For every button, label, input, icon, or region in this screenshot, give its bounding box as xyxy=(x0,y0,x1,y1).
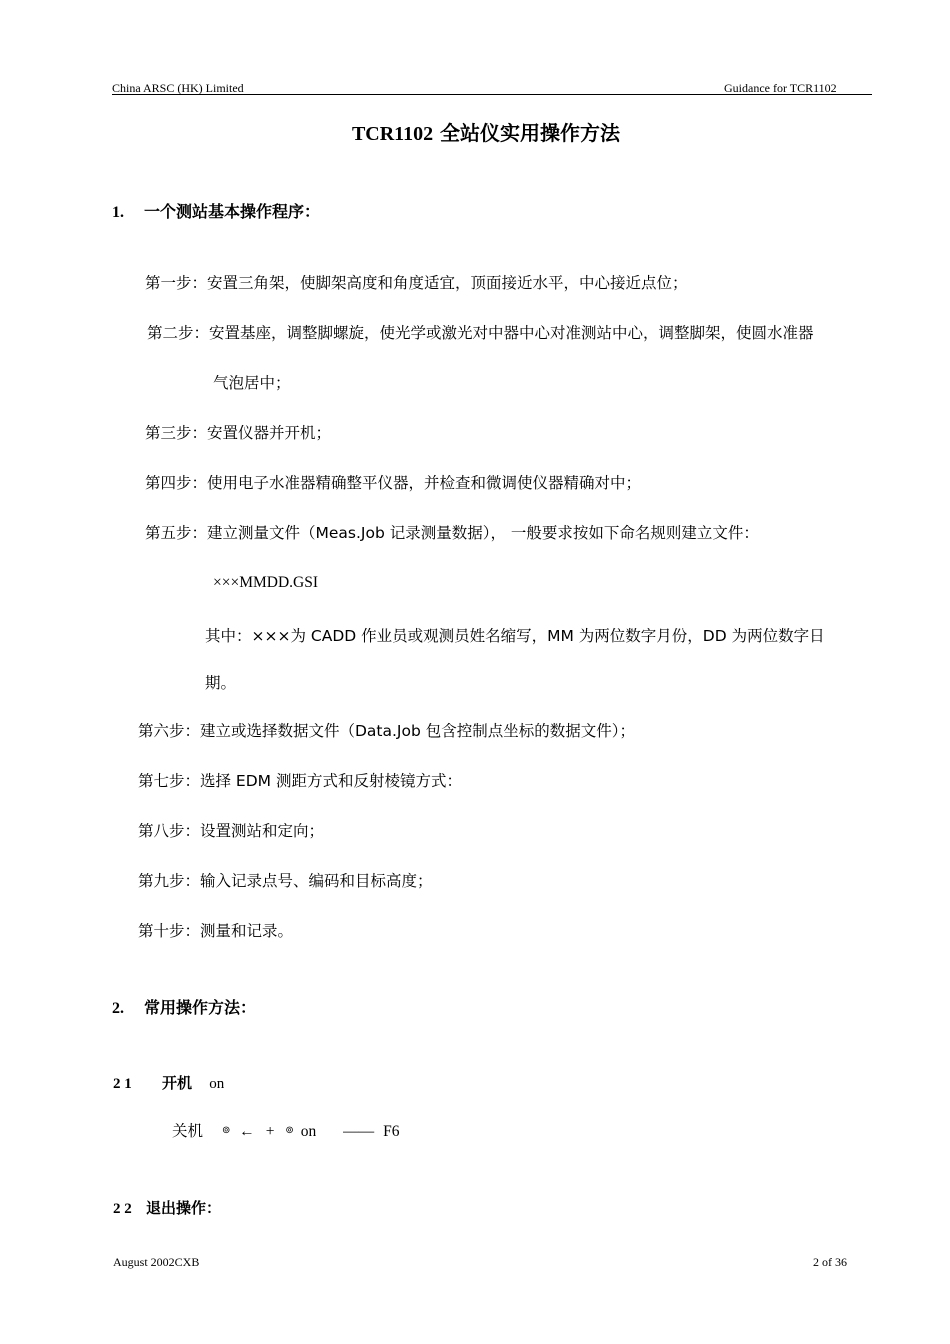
file-naming-pattern: ×××MMDD.GSI xyxy=(213,574,319,591)
step-8: 第八步：设置测站和定向； xyxy=(138,822,325,840)
title-text: 全站仪实用操作方法 xyxy=(440,121,621,145)
off-on-key: on xyxy=(300,1123,317,1140)
sub21-number: 2 1 xyxy=(113,1076,132,1092)
sub21-heading xyxy=(113,1072,224,1093)
naming-note: 其中：×××为 CADD 作业员或观测员姓名缩写，MM 为两位数字月份，DD 为两位数字日 xyxy=(205,627,825,645)
page-number: 2 of 36 xyxy=(813,1255,847,1269)
section2-number: 2. xyxy=(112,1000,124,1017)
step-9: 第九步：输入记录点号、编码和目标高度； xyxy=(138,872,433,890)
step-3: 第三步：安置仪器并开机； xyxy=(145,424,332,442)
section2-title: 常用操作方法： xyxy=(144,998,257,1017)
title-model: TCR1102 xyxy=(351,123,434,145)
sub22-title: 退出操作： xyxy=(146,1199,222,1217)
power-off-label: 关机 xyxy=(172,1122,204,1140)
step-7: 第七步：选择 EDM 测距方式和反射棱镜方式： xyxy=(138,772,462,790)
plus-sign: + xyxy=(265,1123,275,1140)
step-4: 第四步：使用电子水准器精确整平仪器，并检查和微调使仪器精确对中； xyxy=(145,474,642,492)
header-company: China ARSC (HK) Limited xyxy=(112,81,244,95)
header-guide-title: Guidance for TCR1102 xyxy=(724,81,837,95)
section1-number: 1. xyxy=(112,204,124,221)
step-10: 第十步：测量和记录。 xyxy=(138,922,294,940)
off-symbol-2: ⊚ xyxy=(285,1125,294,1136)
footer-date: August 2002CXB xyxy=(113,1255,200,1269)
f6-key: F6 xyxy=(383,1123,400,1140)
naming-note-cont: 期。 xyxy=(205,674,237,692)
step-5: 第五步：建立测量文件（Meas.Job 记录测量数据）， 一般要求按如下命名规则建立文件： xyxy=(145,524,759,542)
dash: —— xyxy=(343,1123,375,1140)
step-2: 第二步：安置基座，调整脚螺旋，使光学或激光对中器中心对准测站中心，调整脚架，使圆水准器 xyxy=(147,324,814,342)
step-1: 第一步：安置三角架，使脚架高度和角度适宜，顶面接近水平，中心接近点位； xyxy=(145,274,688,292)
off-symbol-1: ⊚ xyxy=(221,1125,231,1136)
section1-title: 一个测站基本操作程序： xyxy=(144,202,321,221)
sub21-title: 开机 xyxy=(162,1074,193,1092)
power-off-line xyxy=(172,1119,399,1141)
header-rule xyxy=(112,94,872,95)
sub21-on-key: on xyxy=(209,1076,225,1092)
sub22-number: 2 2 xyxy=(113,1201,132,1217)
section1-heading xyxy=(112,199,320,222)
sub22-heading xyxy=(113,1197,221,1218)
step-6: 第六步：建立或选择数据文件（Data.Job 包含控制点坐标的数据文件）； xyxy=(138,722,636,740)
page-title xyxy=(0,117,950,146)
section2-heading xyxy=(112,995,256,1018)
step-2-cont: 气泡居中； xyxy=(213,374,291,392)
arrow-left-icon: ← xyxy=(239,1123,255,1140)
